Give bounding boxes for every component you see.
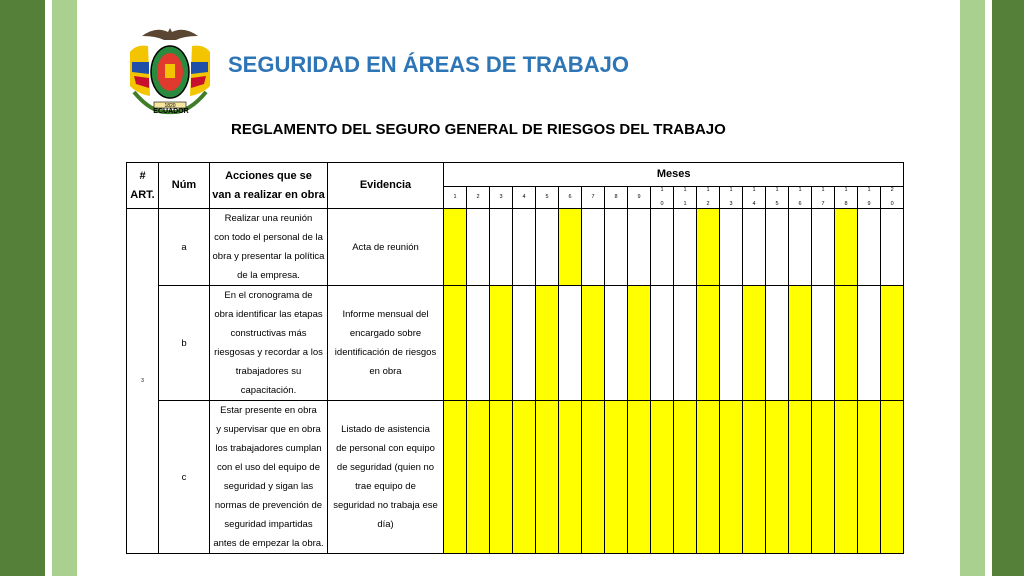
scheduled-month-cell: [766, 401, 789, 554]
month-number-10: 1 0: [651, 187, 674, 209]
month-number-3: 3: [490, 187, 513, 209]
month-cell: [582, 209, 605, 286]
month-number-14: 1 4: [743, 187, 766, 209]
scheduled-month-cell: [697, 286, 720, 401]
header-meses: Meses: [444, 163, 904, 187]
month-cell: [536, 209, 559, 286]
scheduled-month-cell: [536, 286, 559, 401]
month-cell: [766, 209, 789, 286]
month-number-17: 1 7: [812, 187, 835, 209]
row-accion: Estar presente en obra y supervisar que en obra los trabajadores cumplan con el uso del equipo de seguridad y sigan las normas de prevención de seguridad impartidas antes de empezar la obra.: [210, 401, 328, 554]
scheduled-month-cell: [605, 401, 628, 554]
month-number-4: 4: [513, 187, 536, 209]
row-accion: Realizar una reunión con todo el personal de la obra y presentar la política de la empresa.: [210, 209, 328, 286]
right-light-green-bar: [960, 0, 985, 576]
scheduled-month-cell: [674, 401, 697, 554]
month-cell: [467, 286, 490, 401]
scheduled-month-cell: [559, 401, 582, 554]
table-row: [127, 401, 904, 554]
month-cell: [605, 286, 628, 401]
scheduled-month-cell: [743, 401, 766, 554]
month-cell: [858, 286, 881, 401]
art-number: 3: [127, 209, 159, 554]
month-cell: [651, 209, 674, 286]
scheduled-month-cell: [444, 209, 467, 286]
month-cell: [513, 286, 536, 401]
month-cell: [812, 209, 835, 286]
month-cell: [467, 209, 490, 286]
scheduled-month-cell: [444, 401, 467, 554]
scheduled-month-cell: [628, 401, 651, 554]
month-cell: [812, 286, 835, 401]
month-cell: [720, 286, 743, 401]
schedule-table: [126, 162, 904, 554]
row-num: c: [159, 401, 210, 554]
scheduled-month-cell: [789, 286, 812, 401]
scheduled-month-cell: [720, 401, 743, 554]
scheduled-month-cell: [582, 401, 605, 554]
row-accion: En el cronograma de obra identificar las etapas constructivas más riesgosas y recordar a los trabajadores su capacitación.: [210, 286, 328, 401]
month-number-11: 1 1: [674, 187, 697, 209]
row-evidencia: Acta de reunión: [328, 209, 444, 286]
header-evidencia: Evidencia: [328, 163, 444, 209]
header-acciones: Acciones que se van a realizar en obra: [210, 163, 328, 209]
month-cell: [490, 209, 513, 286]
month-number-13: 1 3: [720, 187, 743, 209]
month-number-16: 1 6: [789, 187, 812, 209]
month-number-20: 2 0: [881, 187, 904, 209]
month-number-9: 9: [628, 187, 651, 209]
scheduled-month-cell: [536, 401, 559, 554]
ecuador-coat-of-arms-icon: [122, 22, 218, 120]
scheduled-month-cell: [697, 209, 720, 286]
month-number-12: 1 2: [697, 187, 720, 209]
month-number-2: 2: [467, 187, 490, 209]
scheduled-month-cell: [444, 286, 467, 401]
month-number-19: 1 9: [858, 187, 881, 209]
month-cell: [513, 209, 536, 286]
scheduled-month-cell: [812, 401, 835, 554]
month-number-1: 1: [444, 187, 467, 209]
scheduled-month-cell: [743, 286, 766, 401]
row-evidencia: Informe mensual del encargado sobre identificación de riesgos en obra: [328, 286, 444, 401]
month-number-18: 1 8: [835, 187, 858, 209]
right-dark-green-bar: [992, 0, 1024, 576]
scheduled-month-cell: [789, 401, 812, 554]
month-number-15: 1 5: [766, 187, 789, 209]
row-num: a: [159, 209, 210, 286]
month-cell: [605, 209, 628, 286]
month-cell: [858, 209, 881, 286]
month-cell: [559, 286, 582, 401]
header-art: # ART.: [127, 163, 159, 209]
month-cell: [766, 286, 789, 401]
month-number-6: 6: [559, 187, 582, 209]
scheduled-month-cell: [858, 401, 881, 554]
row-num: b: [159, 286, 210, 401]
page-subtitle: REGLAMENTO DEL SEGURO GENERAL DE RIESGOS DEL TRABAJO: [231, 121, 726, 138]
left-dark-green-bar: [0, 0, 45, 576]
month-cell: [881, 209, 904, 286]
scheduled-month-cell: [559, 209, 582, 286]
scheduled-month-cell: [628, 286, 651, 401]
scheduled-month-cell: [881, 401, 904, 554]
header-num: Núm: [159, 163, 210, 209]
scheduled-month-cell: [513, 401, 536, 554]
row-evidencia: Listado de asistencia de personal con equipo de seguridad (quien no trae equipo de seguridad no trabaja ese día): [328, 401, 444, 554]
month-cell: [628, 209, 651, 286]
scheduled-month-cell: [835, 286, 858, 401]
emblem-label: ECUADOR: [153, 108, 189, 115]
month-number-5: 5: [536, 187, 559, 209]
scheduled-month-cell: [881, 286, 904, 401]
month-cell: [720, 209, 743, 286]
scheduled-month-cell: [651, 401, 674, 554]
month-cell: [674, 209, 697, 286]
left-light-green-bar: [52, 0, 77, 576]
scheduled-month-cell: [467, 401, 490, 554]
scheduled-month-cell: [697, 401, 720, 554]
emblem-year: 1820: [164, 103, 176, 109]
month-number-7: 7: [582, 187, 605, 209]
month-number-8: 8: [605, 187, 628, 209]
month-cell: [743, 209, 766, 286]
scheduled-month-cell: [490, 286, 513, 401]
month-cell: [674, 286, 697, 401]
table-row: [127, 209, 904, 286]
scheduled-month-cell: [490, 401, 513, 554]
scheduled-month-cell: [835, 401, 858, 554]
month-cell: [789, 209, 812, 286]
table-row: [127, 286, 904, 401]
scheduled-month-cell: [835, 209, 858, 286]
month-cell: [651, 286, 674, 401]
page-title: SEGURIDAD EN ÁREAS DE TRABAJO: [228, 52, 629, 77]
scheduled-month-cell: [582, 286, 605, 401]
